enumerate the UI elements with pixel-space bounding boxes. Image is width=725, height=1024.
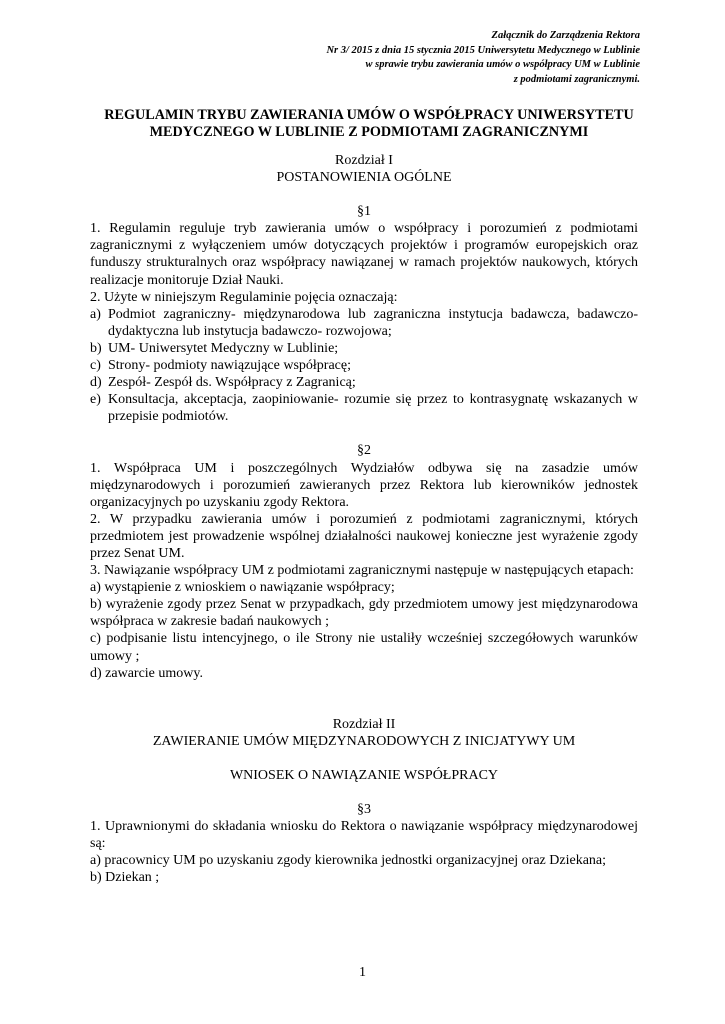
section-heading: §3 <box>357 802 371 817</box>
list-item <box>90 391 638 425</box>
paragraph: 1. Współpraca UM i poszczególnych Wydziałów odbywa się na zasadzie umów międzynarodowych i porozumień zawieranych przez Rektora lub kierowników jednostek organizacyjnych po uzyskaniu zgody Rektora. <box>90 460 638 510</box>
paragraph: a) pracownicy UM po uzyskaniu zgody kierownika jednostki organizacyjnej oraz Dziekana; <box>90 853 607 869</box>
page-number: 1 <box>359 965 366 980</box>
header-line: Nr 3/ 2015 z dnia 15 stycznia 2015 Uniwersytetu Medycznego w Lublinie <box>326 44 640 56</box>
list-text: UM- Uniwersytet Medyczny w Lublinie; <box>108 340 339 356</box>
paragraph: 2. W przypadku zawierania umów i porozumień z podmiotami zagranicznymi, których przedmiotem jest prowadzenie wspólnej działalności naukowej konieczne jest wyrażenie zgody przez Senat UM. <box>90 511 638 561</box>
title-line: MEDYCZNEGO W LUBLINIE Z PODMIOTAMI ZAGRANICZNYMI <box>149 124 589 140</box>
list-item <box>90 357 638 374</box>
list-text: Strony- podmioty nawiązujące współpracę; <box>108 358 351 374</box>
header-line: Załącznik do Zarządzenia Rektora <box>491 30 640 41</box>
list-label: c) <box>90 358 101 374</box>
chapter-label: Rozdział I <box>335 153 393 168</box>
list-text: Zespół- Zespół ds. Współpracy z Zagranicą; <box>108 375 356 391</box>
list-label: d) <box>90 375 102 391</box>
paragraph: d) zawarcie umowy. <box>90 665 203 681</box>
paragraph: a) wystąpienie z wnioskiem o nawiązanie współpracy; <box>90 580 395 596</box>
list-item <box>90 374 638 391</box>
header-line: z podmiotami zagranicznymi. <box>513 73 640 85</box>
document-title <box>90 107 648 141</box>
list-label: e) <box>90 392 101 408</box>
title-line: REGULAMIN TRYBU ZAWIERANIA UMÓW O WSPÓŁPRACY UNIWERSYTETU <box>104 107 634 123</box>
document-body <box>90 152 638 886</box>
list-text: Konsultacja, akceptacja, zaopiniowanie- rozumie się przez to kontrasygnatę wskazanych w przepisie podmiotów. <box>108 392 638 425</box>
chapter-name: ZAWIERANIE UMÓW MIĘDZYNARODOWYCH Z INICJATYWY UM <box>152 733 576 749</box>
list-item <box>90 340 638 357</box>
paragraph: 2. Użyte w niniejszym Regulaminie pojęcia oznaczają: <box>90 289 398 305</box>
paragraph: 1. Uprawnionymi do składania wniosku do Rektora o nawiązanie współpracy międzynarodowej są: <box>90 819 638 852</box>
header-line: w sprawie trybu zawierania umów o współpracy UM w Lublinie <box>365 59 640 71</box>
paragraph: b) Dziekan ; <box>90 870 160 886</box>
list-text: Podmiot zagraniczny- międzynarodowa lub zagraniczna instytucja badawcza, badawczo- dydaktyczna lub instytucja badawczo- rozwojowa; <box>108 306 638 339</box>
paragraph: b) wyrażenie zgody przez Senat w przypadkach, gdy przedmiotem umowy jest międzynarodowa współpraca w zakresie badań naukowych ; <box>90 597 638 630</box>
paragraph: c) podpisanie listu intencyjnego, o ile Strony nie ustaliły wcześniej szczegółowych warunków umowy ; <box>90 631 638 664</box>
list-item <box>90 306 638 340</box>
chapter-label: Rozdział II <box>332 716 396 732</box>
list-label: a) <box>90 306 101 322</box>
section-heading: §1 <box>357 204 371 220</box>
list-label: b) <box>90 340 102 356</box>
attachment-header <box>326 29 640 87</box>
section-heading: §2 <box>357 443 371 459</box>
paragraph: 3. Nawiązanie współpracy UM z podmiotami zagranicznymi następuje w następujących etapach: <box>90 563 634 579</box>
chapter-name: POSTANOWIENIA OGÓLNE <box>276 170 452 186</box>
paragraph: 1. Regulamin reguluje tryb zawierania umów o współpracy i porozumień z podmiotami zagranicznymi z wyłączeniem umów dotyczących projektów i programów europejskich oraz funduszy strukturalnych oraz współpracy nawiązanej w ramach projektów naukowych, których realizacje monitoruje Dział Nauki. <box>90 221 638 288</box>
chapter-subtitle: WNIOSEK O NAWIĄZANIE WSPÓŁPRACY <box>229 767 499 783</box>
